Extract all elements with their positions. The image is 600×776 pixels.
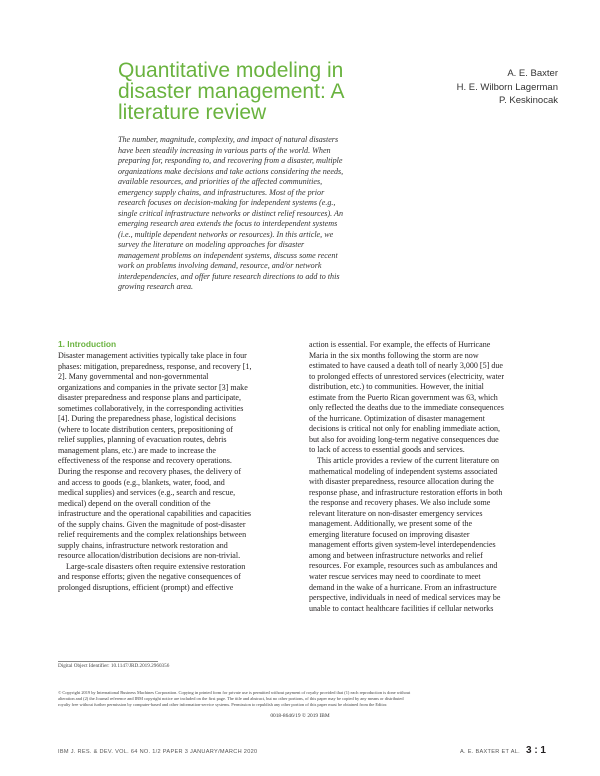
- body-line: Disaster management activities typically take place in four: [58, 351, 247, 360]
- body-line: and access to goods (e.g., blankets, water, food, and: [58, 477, 225, 487]
- body-line: disaster preparedness and response plans and participate,: [58, 393, 241, 403]
- body-line: management plans, etc.) are made to increase the: [58, 445, 216, 455]
- body-column-right: [309, 340, 549, 614]
- body-line: [4]. During the preparedness phase, logistical decisions: [58, 414, 236, 424]
- body-line: organizations and companies in the private sector [3] make: [58, 382, 248, 392]
- title-line: Quantitative modeling in: [118, 59, 344, 82]
- running-authors: A. E. BAXTER ET AL.: [459, 749, 520, 755]
- footnote-divider: [58, 661, 158, 662]
- abstract: [118, 135, 398, 293]
- issn-line: 0018-8646/19 © 2019 IBM: [270, 713, 330, 719]
- body-line: of the hurricane. Optimization of disaster management: [309, 413, 485, 423]
- body-line: This article provides a review of the current literature on: [309, 456, 499, 466]
- copyright-line: © Copyright 2019 by International Business Machines Corporation. Copying in printed form for private use is permitted without payment of royalty provided that (1) each reproduction is done without: [58, 690, 411, 695]
- body-line: unable to contact healthcare facilities if cellular networks: [309, 603, 494, 613]
- abstract-line: have been steadily increasing in various parts of the world. When: [118, 145, 331, 155]
- body-line: the response and recovery phases. We also include some: [309, 498, 491, 508]
- copyright-line: royalty free without further permission by computer-based and other information-service systems. Permission to republish any other portion of this paper must be obtained from the Editor.: [58, 702, 388, 707]
- body-line: 2]. Many governmental and non-governmental: [58, 372, 209, 382]
- body-line: management. Additionally, we present some of the: [309, 519, 473, 529]
- abstract-line: research focuses on decision-making for independent systems (e.g.,: [118, 198, 336, 207]
- abstract-line: single critical infrastructure networks or distinct relief resources). An: [118, 208, 344, 218]
- body-line: resource allocation/distribution decisions are non-trivial.: [58, 551, 241, 561]
- body-line: water rescue services may need to coordinate to meet: [309, 572, 481, 582]
- journal-citation: IBM J. RES. & DEV. VOL. 64 NO. 1/2 PAPER 3 JANUARY/MARCH 2020: [58, 749, 258, 755]
- author-name: H. E. Wilborn Lagerman: [456, 81, 558, 93]
- abstract-line: interdependencies, and offer future research directions to add to this: [118, 271, 340, 281]
- page-footer: [58, 746, 546, 758]
- body-line: management efforts given system-level interdependencies: [309, 540, 496, 550]
- abstract-line: organizations make decisions and take actions considering the needs,: [118, 166, 344, 176]
- body-line: medical supplies) and services (e.g., search and rescue,: [58, 488, 236, 498]
- abstract-line: preparing for, responding to, and recovering from a disaster, multiple: [118, 156, 343, 165]
- body-column-left: [58, 351, 298, 594]
- body-line: of the supply chains. Given the magnitude of post-disaster: [58, 519, 246, 529]
- abstract-line: emergency supply chains, and infrastructures. Most of the prior: [118, 187, 325, 197]
- abstract-line: management problems on independent systems, discuss some recent: [118, 250, 338, 260]
- author-list: [457, 67, 558, 108]
- abstract-line: (i.e., multiple dependent networks or resources). In this article, we: [118, 229, 334, 239]
- body-line: Large-scale disasters often require extensive restoration: [58, 561, 246, 571]
- body-line: and response efforts; given the negative consequences of: [58, 572, 241, 582]
- body-line: to lack of access to essential goods and services.: [309, 445, 465, 455]
- abstract-line: available resources, and priorities of the affected communities,: [118, 177, 323, 186]
- article-title: [118, 60, 388, 123]
- body-line: distribution, etc.) to communities. However, the initial: [309, 382, 484, 392]
- body-line: resources. For example, resources such as ambulances and: [309, 561, 498, 571]
- page-number: 3 : 1: [525, 745, 546, 756]
- copyright-line: alteration and (2) the Journal reference and IBM copyright notice are included on the first page. The title and abstract, but no other portions, of this paper may be copied by any means or distributed: [58, 696, 404, 701]
- section-heading: 1. Introduction: [58, 339, 117, 349]
- body-line: among and between infrastructure networks and relief: [309, 550, 483, 560]
- abstract-line: The number, magnitude, complexity, and impact of natural disasters: [118, 135, 339, 144]
- body-line: estimate from the Puerto Rican government was 63, which: [309, 392, 498, 402]
- body-line: mathematical modeling of independent systems associated: [309, 466, 498, 476]
- body-line: emerging literature focused on improving disaster: [309, 529, 470, 539]
- title-line: literature review: [118, 101, 267, 124]
- body-line: perspective, individuals in need of medical services may be: [309, 593, 501, 603]
- abstract-line: growing research area.: [118, 282, 194, 291]
- abstract-line: survey the literature on modeling approaches for disaster: [118, 240, 305, 249]
- body-line: response phase, and infrastructure restoration efforts in both: [309, 487, 503, 497]
- body-line: prolonged disruptions, efficient (prompt) and effective: [58, 583, 234, 593]
- body-line: phases: mitigation, preparedness, response, and recovery [1,: [58, 361, 252, 371]
- body-line: supply chains, infrastructure network restoration and: [58, 540, 228, 550]
- body-line: with disaster preparedness, resource allocation during the: [309, 477, 494, 487]
- body-line: action is essential. For example, the effects of Hurricane: [309, 340, 491, 349]
- title-line: disaster management: A: [118, 80, 345, 103]
- abstract-line: work on problems involving demand, resource, and/or network: [118, 261, 322, 270]
- body-line: relief supplies, planning of evacuation routes, debris: [58, 435, 227, 445]
- body-line: During the response and recovery phases, the delivery of: [58, 467, 242, 477]
- body-line: relief requirements and the complex relationships between: [58, 530, 247, 540]
- body-line: Maria in the six months following the storm are now: [309, 350, 479, 360]
- body-line: medical) depend on the overall condition of the: [58, 498, 211, 508]
- body-line: relevant literature on non-disaster emergency services: [309, 508, 483, 518]
- body-line: effectiveness of the response and recovery operations.: [58, 456, 232, 466]
- author-name: A. E. Baxter: [507, 68, 558, 79]
- author-name: P. Keskinocak: [499, 95, 558, 106]
- body-line: demand in the wake of a hurricane. From an infrastructure: [309, 582, 497, 592]
- body-line: estimated to have caused a death toll of nearly 3,000 [5] due: [309, 361, 503, 371]
- copyright-notice: [58, 690, 543, 708]
- doi-note: Digital Object Identifier: 10.1147/JRD.2019.2960356: [58, 663, 170, 669]
- body-line: sometimes collaboratively, in the corresponding activities: [58, 403, 244, 413]
- body-line: (where to locate distribution centers, prepositioning of: [58, 424, 233, 434]
- body-line: decisions is critical not only for enabling immediate action,: [309, 424, 501, 434]
- body-line: to prolonged effects of unrestored services (electricity, water: [309, 371, 505, 381]
- abstract-line: emerging research area extends the focus to interdependent systems: [118, 219, 338, 228]
- body-line: but also for avoiding long-term negative consequences due: [309, 434, 499, 444]
- body-line: only reflected the deaths due to the immediate consequences: [309, 403, 504, 413]
- body-line: infrastructure and the operational capabilities and capacities: [58, 509, 252, 519]
